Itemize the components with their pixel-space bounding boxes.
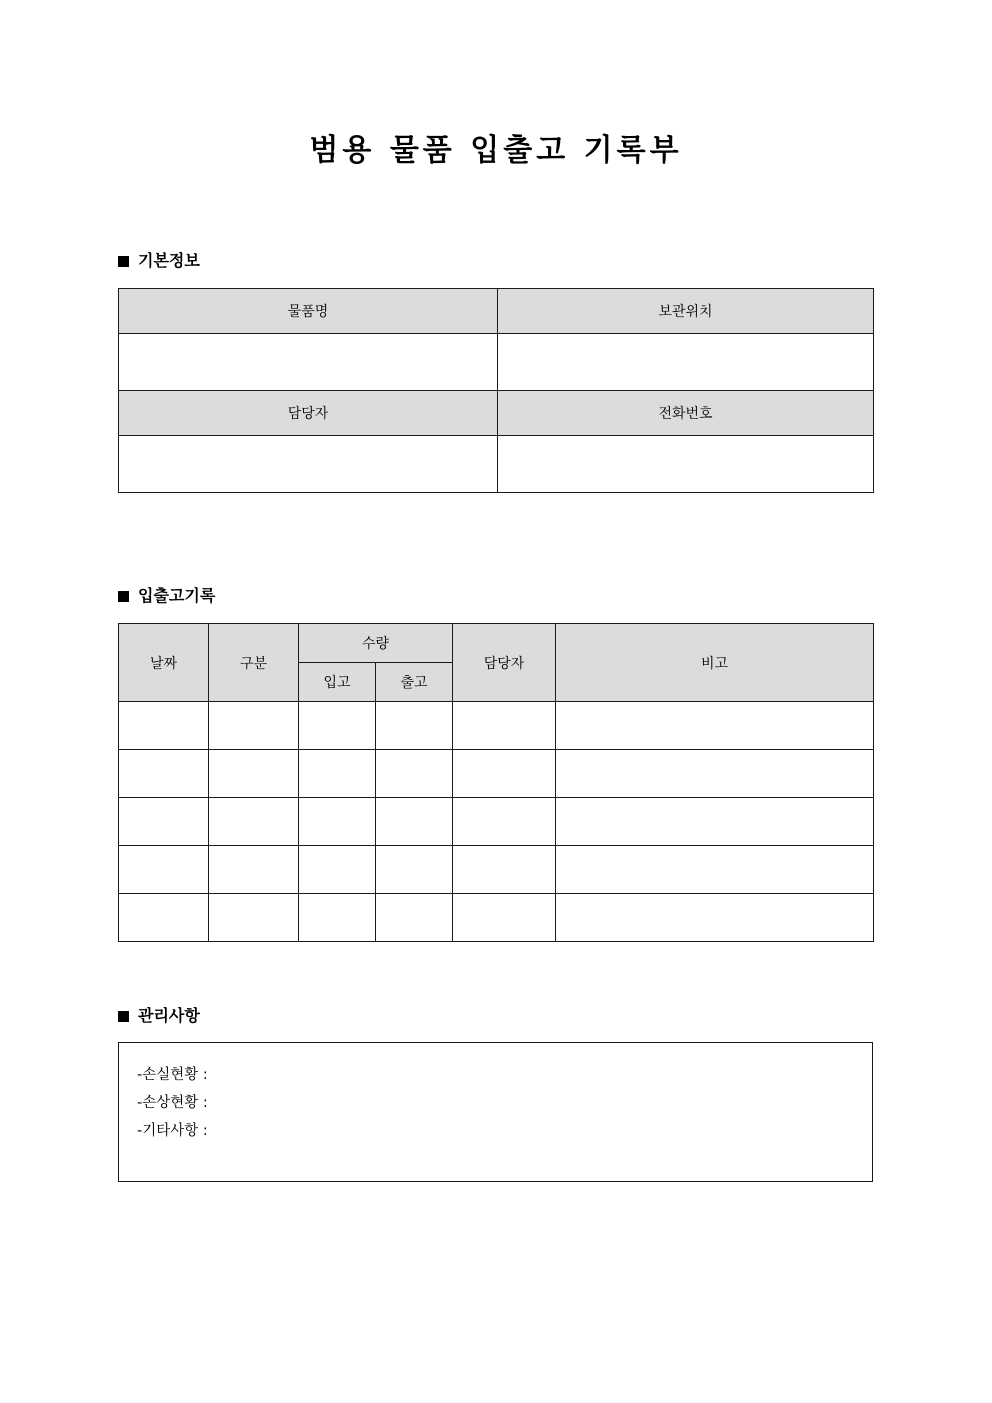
square-bullet-icon <box>118 591 129 602</box>
section-heading-label: 기본정보 <box>138 251 200 270</box>
cell-quantity-out[interactable] <box>376 750 453 798</box>
cell-quantity-out[interactable] <box>376 798 453 846</box>
cell-remarks[interactable] <box>556 798 874 846</box>
table-row <box>119 334 874 391</box>
cell-manager[interactable] <box>453 894 556 942</box>
table-header-row <box>119 624 874 663</box>
cell-type[interactable] <box>209 846 299 894</box>
note-line-other-items: -기타사항 : <box>137 1123 208 1139</box>
cell-remarks[interactable] <box>556 750 874 798</box>
cell-date[interactable] <box>119 750 209 798</box>
cell-quantity-in[interactable] <box>299 750 376 798</box>
table-row <box>119 894 874 942</box>
header-cell-phone-number: 전화번호 <box>498 391 874 436</box>
cell-date[interactable] <box>119 798 209 846</box>
input-cell-storage-location[interactable] <box>498 334 874 391</box>
note-line-loss-status: -손실현황 : <box>137 1067 208 1083</box>
cell-quantity-out[interactable] <box>376 894 453 942</box>
header-cell-quantity-in: 입고 <box>299 663 376 702</box>
header-cell-manager: 담당자 <box>453 624 556 702</box>
header-cell-quantity-group: 수량 <box>299 624 453 663</box>
records-table <box>118 623 874 942</box>
section-heading-management <box>118 1005 200 1027</box>
cell-type[interactable] <box>209 894 299 942</box>
cell-manager[interactable] <box>453 702 556 750</box>
cell-remarks[interactable] <box>556 846 874 894</box>
square-bullet-icon <box>118 256 129 267</box>
cell-type[interactable] <box>209 750 299 798</box>
management-notes-box[interactable] <box>118 1042 873 1182</box>
section-heading-records <box>118 585 215 607</box>
cell-quantity-out[interactable] <box>376 846 453 894</box>
header-cell-date: 날짜 <box>119 624 209 702</box>
cell-manager[interactable] <box>453 798 556 846</box>
cell-date[interactable] <box>119 894 209 942</box>
cell-date[interactable] <box>119 846 209 894</box>
table-row <box>119 289 874 334</box>
cell-quantity-in[interactable] <box>299 798 376 846</box>
basic-info-table <box>118 288 874 493</box>
section-heading-basic-info <box>118 250 200 272</box>
section-heading-label: 관리사항 <box>138 1006 200 1025</box>
header-cell-type: 구분 <box>209 624 299 702</box>
note-line-damage-status: -손상현황 : <box>137 1095 208 1111</box>
header-cell-storage-location: 보관위치 <box>498 289 874 334</box>
header-cell-item-name: 물품명 <box>119 289 498 334</box>
header-cell-manager: 담당자 <box>119 391 498 436</box>
table-row <box>119 702 874 750</box>
cell-remarks[interactable] <box>556 702 874 750</box>
square-bullet-icon <box>118 1011 129 1022</box>
cell-quantity-in[interactable] <box>299 894 376 942</box>
cell-manager[interactable] <box>453 750 556 798</box>
table-row <box>119 750 874 798</box>
cell-quantity-in[interactable] <box>299 846 376 894</box>
section-heading-label: 입출고기록 <box>138 586 216 605</box>
cell-date[interactable] <box>119 702 209 750</box>
cell-remarks[interactable] <box>556 894 874 942</box>
input-cell-item-name[interactable] <box>119 334 498 391</box>
table-row <box>119 798 874 846</box>
cell-type[interactable] <box>209 798 299 846</box>
page-title: 범용 물품 입출고 기록부 <box>309 133 683 168</box>
input-cell-phone-number[interactable] <box>498 436 874 493</box>
header-cell-remarks: 비고 <box>556 624 874 702</box>
table-row <box>119 846 874 894</box>
cell-quantity-out[interactable] <box>376 702 453 750</box>
input-cell-manager[interactable] <box>119 436 498 493</box>
table-row <box>119 436 874 493</box>
cell-type[interactable] <box>209 702 299 750</box>
cell-quantity-in[interactable] <box>299 702 376 750</box>
header-cell-quantity-out: 출고 <box>376 663 453 702</box>
table-row <box>119 391 874 436</box>
cell-manager[interactable] <box>453 846 556 894</box>
